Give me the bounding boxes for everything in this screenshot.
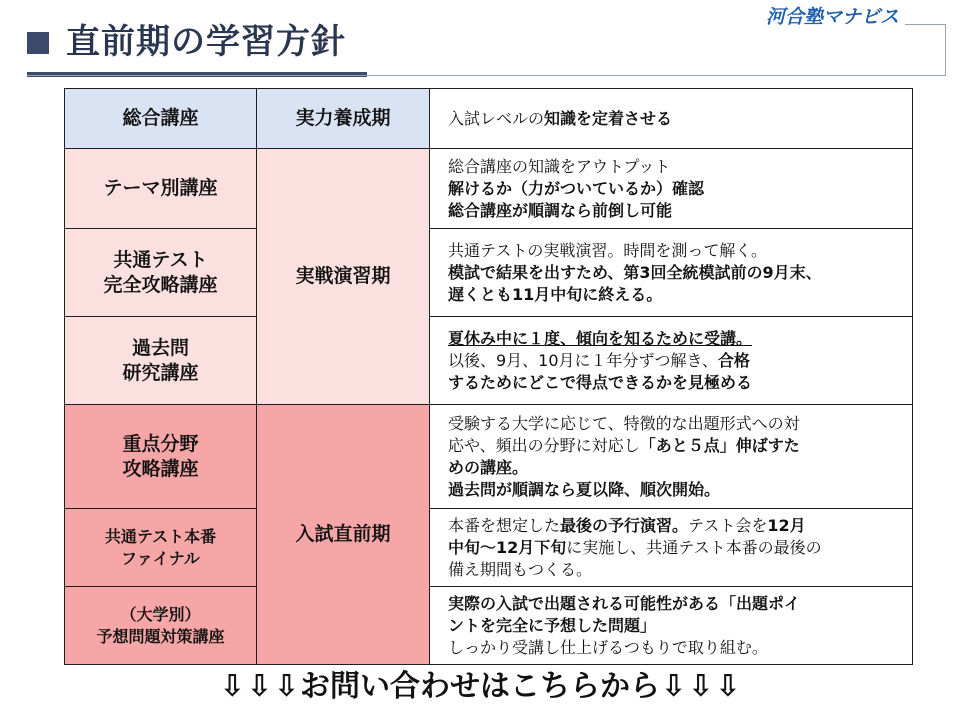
header-frame-top [905, 24, 945, 25]
description-line [448, 457, 902, 479]
table-row [65, 149, 913, 229]
description-text: 共通テストの実戦演習。時間を測って解く。 [448, 240, 768, 260]
description-line [448, 328, 902, 350]
table-row [65, 509, 913, 587]
course-name-line: 総合講座 [122, 107, 199, 129]
down-arrow-icon: ⇩ [661, 669, 687, 704]
down-arrow-icon: ⇩ [219, 669, 245, 704]
description-cell [430, 89, 913, 149]
course-name-line: 研究講座 [122, 361, 199, 384]
description-text: 合格 [717, 350, 750, 370]
table-row [65, 229, 913, 317]
table-row [65, 405, 913, 509]
phase-cell: 実戦演習期 [257, 149, 430, 405]
description-text: 備え期間もつくる。 [448, 559, 593, 579]
course-cell [65, 405, 257, 509]
course-cell [65, 587, 257, 665]
course-name-line: 重点分野 [122, 432, 199, 455]
description-line [448, 537, 902, 559]
description-cell [430, 405, 913, 509]
description-line [448, 108, 902, 130]
course-cell [65, 89, 257, 149]
description-line [448, 515, 902, 537]
description-text: 知識を定着させる [544, 108, 673, 128]
description-text: 実際の入試で出題される可能性がある「出題ポイ [448, 593, 801, 613]
description-text: 過去問が順調なら夏以降、順次開始。 [448, 479, 721, 499]
page-title: 直前期の学習方針 [66, 22, 346, 62]
table-row [65, 89, 913, 149]
description-cell [430, 149, 913, 229]
description-text: 本番を想定した [448, 515, 561, 535]
description-text: 最後の予行演習。 [560, 515, 689, 535]
down-arrow-icon: ⇩ [246, 669, 272, 704]
description-text: 12月 [767, 515, 806, 535]
description-text: 夏休み中に１度、傾向を知るために受講。 [448, 328, 753, 348]
description-text: 総合講座の知識をアウトプット [448, 156, 671, 176]
description-text: に実施し、共通テスト本番の最後の [566, 537, 822, 557]
contact-label[interactable]: お問い合わせはこちらから [300, 669, 660, 704]
description-text: するためにどこで得点できるかを見極める [448, 372, 753, 392]
down-arrow-icon: ⇩ [273, 669, 299, 704]
description-line [448, 262, 902, 284]
down-arrow-icon: ⇩ [715, 669, 741, 704]
course-name-line: （大学別） [120, 604, 201, 624]
course-cell [65, 149, 257, 229]
table-row [65, 317, 913, 405]
description-line [448, 200, 902, 222]
description-text: 模試で結果を出すため、第3回全統模試前の9月末、 [448, 262, 822, 282]
description-text: 総合講座が順調なら前倒し可能 [448, 200, 673, 220]
header-rule [27, 75, 945, 76]
course-cell [65, 229, 257, 317]
description-text: ントを完全に予想した問題」 [448, 615, 657, 635]
description-line [448, 615, 902, 637]
description-line [448, 435, 902, 457]
description-cell [430, 317, 913, 405]
description-line [448, 240, 902, 262]
down-arrow-icon: ⇩ [688, 669, 714, 704]
description-line [448, 593, 902, 615]
description-cell [430, 229, 913, 317]
description-line [448, 156, 902, 178]
course-cell [65, 317, 257, 405]
description-text: 以後、9月、10月に１年分ずつ解き、 [448, 350, 718, 370]
description-text: 「あと５点」伸ばすた [639, 435, 800, 455]
course-name-line: 完全攻略講座 [103, 273, 218, 296]
phase-cell: 入試直前期 [257, 405, 430, 665]
description-line [448, 350, 902, 372]
course-cell [65, 509, 257, 587]
header-frame-right [945, 24, 946, 76]
description-text: 応や、頻出の分野に対応し [448, 435, 640, 455]
description-line [448, 284, 902, 306]
description-text: 受験する大学に応じて、特徴的な出題形式への対 [448, 413, 800, 433]
description-text: テスト会を [688, 515, 768, 535]
course-name-line: テーマ別講座 [103, 177, 218, 199]
description-text: めの講座。 [448, 457, 529, 477]
description-line [448, 178, 902, 200]
description-line [448, 559, 902, 581]
brand-logo: 河合塾マナビス [766, 6, 900, 28]
study-plan-table [64, 88, 913, 665]
description-line [448, 479, 902, 501]
description-cell [430, 587, 913, 665]
contact-link[interactable] [0, 668, 960, 706]
description-cell [430, 509, 913, 587]
course-name-line: 予想問題対策講座 [96, 626, 225, 646]
course-name-line: 共通テスト [113, 248, 208, 271]
table-row [65, 587, 913, 665]
description-line [448, 372, 902, 394]
description-text: しっかり受講し仕上げるつもりで取り組む。 [448, 637, 768, 657]
header-square-icon [27, 32, 49, 54]
description-text: 中旬～12月下旬 [448, 537, 567, 557]
course-name-line: 過去問 [131, 336, 189, 359]
phase-cell: 実力養成期 [257, 89, 430, 149]
course-name-line: 攻略講座 [122, 457, 199, 480]
description-text: 入試レベルの [448, 108, 545, 128]
description-text: 解けるか（力がついているか）確認 [448, 178, 705, 198]
description-line [448, 637, 902, 659]
description-text: 遅くとも11月中旬に終える。 [448, 284, 663, 304]
course-name-line: ファイナル [121, 548, 200, 568]
description-line [448, 413, 902, 435]
course-name-line: 共通テスト本番 [104, 526, 217, 546]
